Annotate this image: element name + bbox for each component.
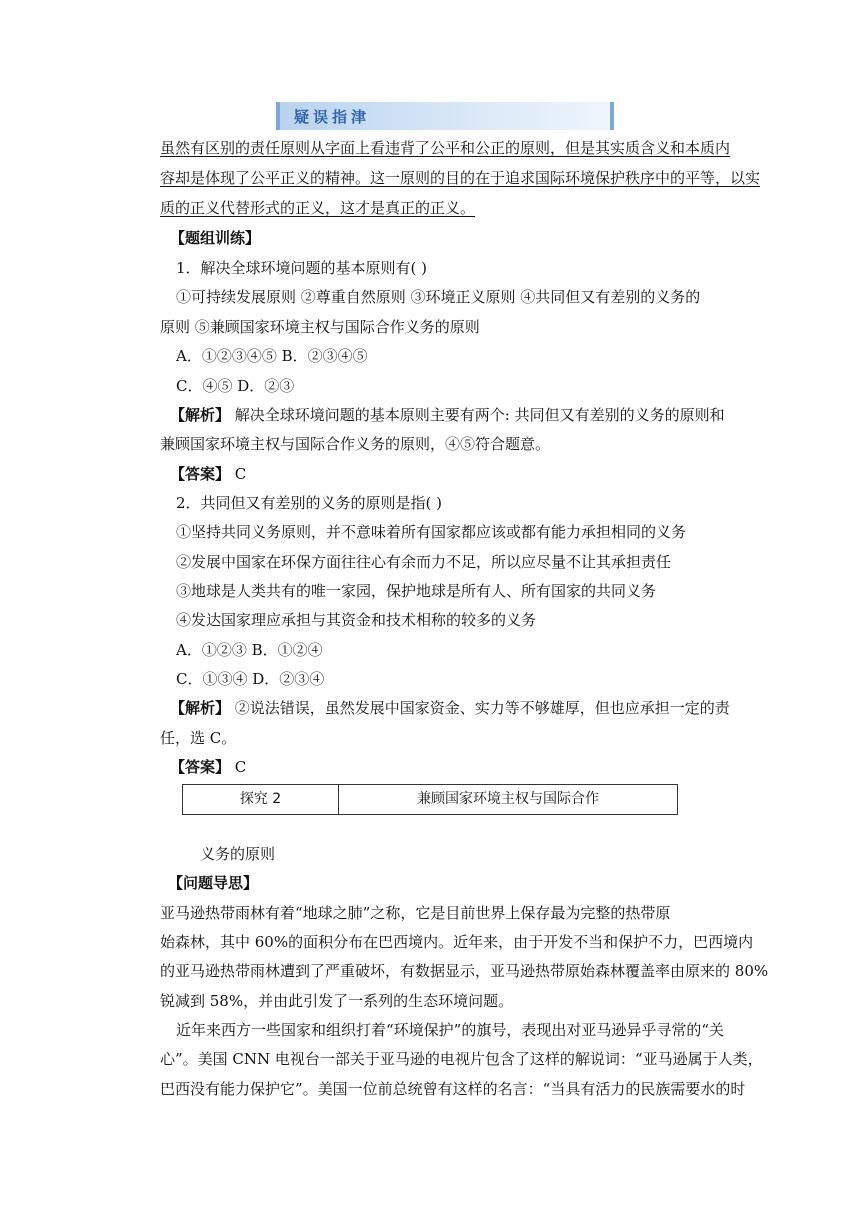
q2-option-3: ③地球是人类共有的唯一家园，保护地球是所有人、所有国家的共同义务 <box>176 582 657 600</box>
q1-options-line-2: 原则 ⑤兼顾国家环境主权与国际合作义务的原则 <box>160 318 480 336</box>
para2-line-2: 心”。美国 CNN 电视台一部关于亚马逊的电视片包含了这样的解说词：“亚马逊属于人类， <box>160 1050 763 1068</box>
guide-title: 【问题导思】 <box>168 874 259 892</box>
q2-choice-cd: C．①③④ D．②③④ <box>176 670 325 688</box>
q1-stem: 1．解决全球环境问题的基本原则有( ) <box>176 259 428 277</box>
q2-analysis-text: ②说法错误，虽然发展中国家资金、实力等不够雄厚，但也应承担一定的责 <box>230 699 730 717</box>
q2-answer <box>170 757 740 777</box>
para1-line-2: 始森林，其中 60%的面积分布在巴西境内。近年来，由于开发不当和保护不力，巴西境内 <box>160 933 754 951</box>
inquiry-title-continuation: 义务的原则 <box>200 845 276 863</box>
para1-line-3: 的亚马逊热带雨林遭到了严重破坏，有数据显示，亚马逊热带原始森林覆盖率由原来的 80% <box>160 962 769 980</box>
q1-answer-label: 【答案】 <box>170 465 231 483</box>
banner-title: 疑误指津 <box>294 108 371 126</box>
q1-choice-ab: A．①②③④⑤ B．②③④⑤ <box>176 347 368 365</box>
q2-answer-label: 【答案】 <box>170 758 231 776</box>
q2-analysis-line-1 <box>170 698 740 718</box>
q2-analysis-label: 【解析】 <box>170 699 231 717</box>
q1-analysis-line-1 <box>170 405 740 425</box>
q2-option-2: ②发展中国家在环保方面往往心有余而力不足，所以应尽量不让其承担责任 <box>176 553 672 571</box>
inquiry-table <box>182 784 678 815</box>
intro-line-1: 虽然有区别的责任原则从字面上看违背了公平和公正的原则，但是其实质含义和本质内 <box>160 139 731 157</box>
q1-answer <box>170 464 740 484</box>
para2-line-1: 近年来西方一些国家和组织打着“环境保护”的旗号，表现出对亚马逊异乎寻常的“关 <box>176 1021 725 1039</box>
q2-choice-ab: A．①②③ B．①②④ <box>176 641 323 659</box>
q2-answer-value: C <box>230 758 247 776</box>
para1-line-4: 锐减到 58%，并由此引发了一系列的生态环境问题。 <box>160 992 514 1010</box>
q2-option-1: ①坚持共同义务原则，并不意味着所有国家都应该或都有能力承担相同的义务 <box>176 523 687 541</box>
q1-choice-cd: C．④⑤ D．②③ <box>176 377 295 395</box>
inquiry-table-number: 探究 2 <box>183 785 339 814</box>
para2-line-3: 巴西没有能力保护它”。美国一位前总统曾有这样的名言：“当具有活力的民族需要水的时 <box>160 1080 746 1098</box>
q2-option-4: ④发达国家理应承担与其资金和技术相称的较多的义务 <box>176 611 537 629</box>
q1-answer-value: C <box>230 465 247 483</box>
q2-analysis-line-2: 任，选 C。 <box>160 729 237 747</box>
intro-line-2: 容却是体现了公平正义的精神。这一原则的目的在于追求国际环境保护秩序中的平等，以实 <box>160 169 761 187</box>
q1-options-line-1: ①可持续发展原则 ②尊重自然原则 ③环境正义原则 ④共同但又有差别的义务的 <box>176 288 701 306</box>
q1-analysis-text: 解决全球环境问题的基本原则主要有两个: 共同但又有差别的义务的原则和 <box>230 406 725 424</box>
q2-stem: 2．共同但又有差别的义务的原则是指( ) <box>176 494 443 512</box>
section-banner <box>276 102 614 130</box>
para1-line-1: 亚马逊热带雨林有着“地球之肺”之称，它是目前世界上保存最为完整的热带原 <box>160 904 671 922</box>
inquiry-table-title: 兼顾国家环境主权与国际合作 <box>417 791 599 807</box>
intro-line-3: 质的正义代替形式的正义，这才是真正的正义。 <box>160 199 476 217</box>
q1-analysis-line-2: 兼顾国家环境主权与国际合作义务的原则，④⑤符合题意。 <box>160 435 551 453</box>
section-title: 【题组训练】 <box>170 229 261 247</box>
q1-analysis-label: 【解析】 <box>170 406 231 424</box>
